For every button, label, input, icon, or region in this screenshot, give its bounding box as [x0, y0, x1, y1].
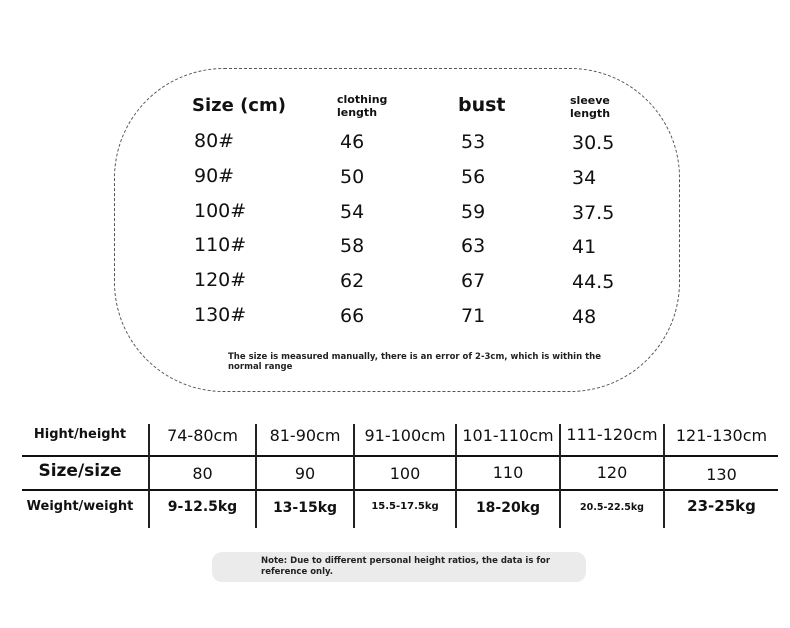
size-cell: 130#	[194, 304, 247, 326]
size-row-label: Size/size	[38, 461, 122, 481]
header-sleeve-length: sleeve length	[570, 94, 611, 120]
size-cell: 100#	[194, 200, 247, 222]
size-cell: 80#	[194, 130, 235, 152]
sleeve-cell: 48	[572, 306, 597, 328]
size-cell: 120#	[194, 269, 247, 291]
fit-table	[22, 420, 778, 528]
bust-cell: 53	[461, 131, 486, 153]
bust-cell: 59	[461, 201, 486, 223]
length-cell: 46	[340, 131, 365, 153]
height-cell: 91-100cm	[364, 426, 446, 445]
size-cell: 100	[389, 464, 421, 483]
footer-note-box	[212, 552, 586, 582]
weight-cell: 15.5-17.5kg	[371, 501, 439, 512]
bust-cell: 71	[461, 305, 486, 327]
height-row-label: Hight/height	[33, 427, 127, 442]
length-cell: 62	[340, 270, 365, 292]
measurement-note: The size is measured manually, there is an error of 2-3cm, which is within the normal range	[228, 352, 601, 372]
size-cell: 120	[596, 463, 628, 482]
bust-cell: 56	[461, 166, 486, 188]
size-cell: 130	[706, 465, 737, 484]
weight-cell: 20.5-22.5kg	[580, 502, 644, 513]
length-cell: 50	[340, 166, 365, 188]
weight-cell: 9-12.5kg	[167, 499, 238, 515]
height-cell: 121-130cm	[675, 426, 768, 445]
footer-note: Note: Due to different personal height ratios, the data is for reference only.	[261, 556, 551, 577]
height-cell: 74-80cm	[167, 426, 238, 445]
weight-cell: 18-20kg	[475, 500, 541, 516]
bust-cell: 63	[461, 235, 486, 257]
sleeve-cell: 44.5	[572, 271, 615, 293]
size-cell: 90	[294, 464, 316, 483]
length-cell: 58	[340, 235, 365, 257]
size-cell: 110#	[194, 234, 247, 256]
sleeve-cell: 34	[572, 167, 597, 189]
height-cell: 81-90cm	[269, 426, 341, 445]
header-size: Size (cm)	[192, 95, 286, 116]
sleeve-cell: 41	[572, 236, 597, 258]
sleeve-cell: 37.5	[572, 202, 615, 224]
weight-row-label: Weight/weight	[26, 499, 134, 514]
height-cell: 111-120cm	[566, 425, 658, 444]
weight-cell: 13-15kg	[272, 500, 338, 516]
size-cell: 80	[192, 464, 213, 483]
sleeve-cell: 30.5	[572, 132, 615, 154]
header-clothing-length: clothing length	[337, 93, 388, 119]
weight-cell: 23-25kg	[687, 497, 756, 515]
height-cell: 101-110cm	[462, 426, 554, 445]
length-cell: 66	[340, 305, 365, 327]
header-bust: bust	[458, 94, 506, 116]
length-cell: 54	[340, 201, 365, 223]
size-cell: 90#	[194, 165, 235, 187]
bust-cell: 67	[461, 270, 486, 292]
size-cell: 110	[492, 463, 524, 482]
